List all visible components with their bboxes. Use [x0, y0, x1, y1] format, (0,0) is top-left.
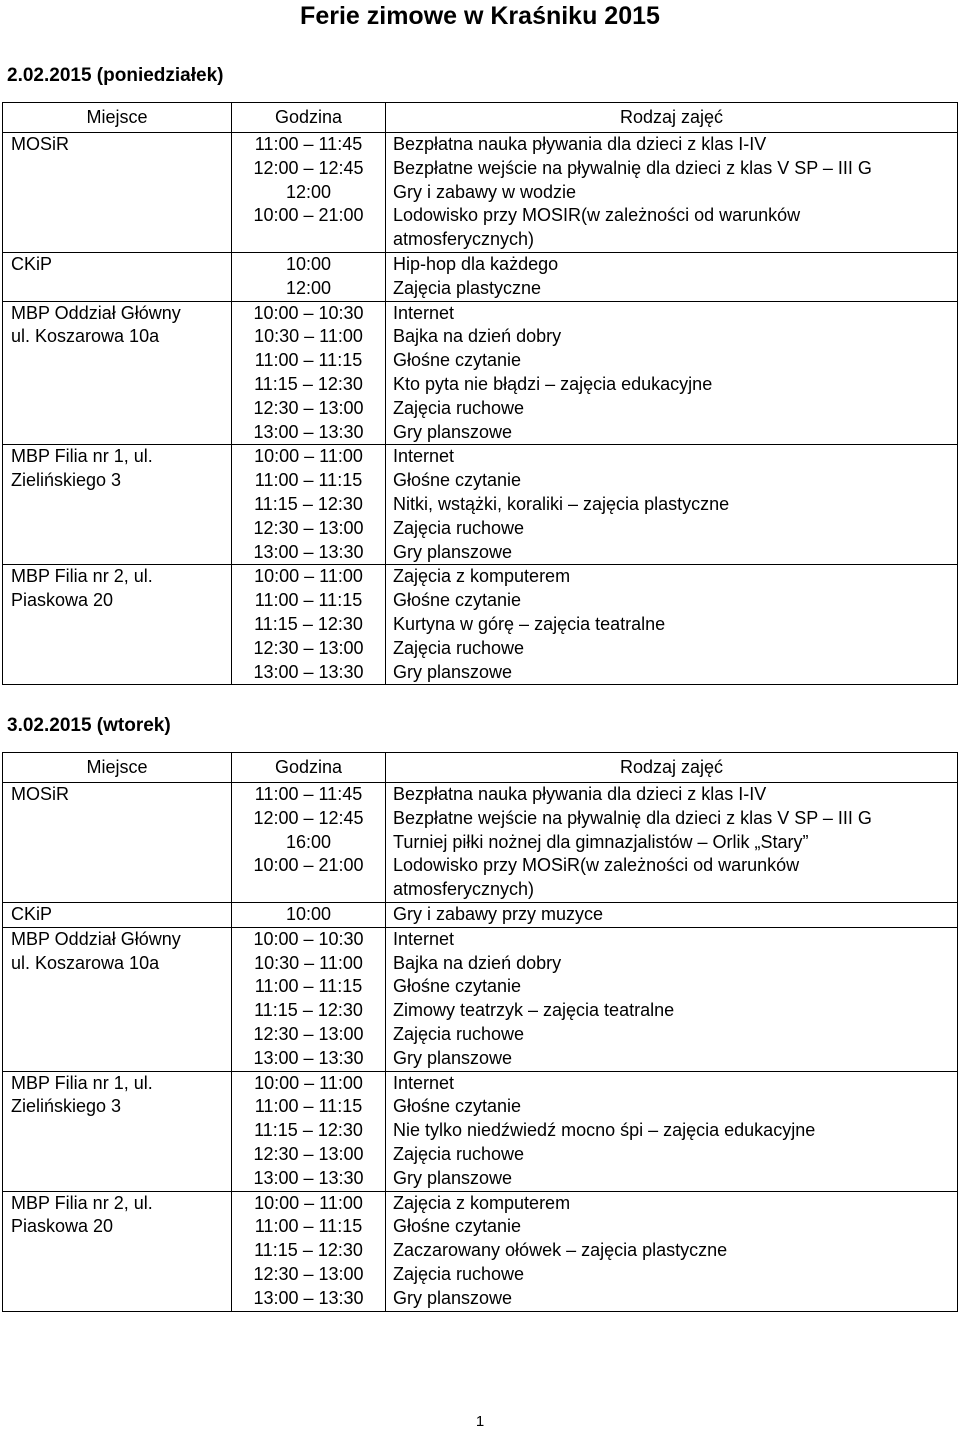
- place-line: MBP Filia nr 1, ul.: [11, 446, 153, 467]
- time-line: 11:00 – 11:45: [254, 134, 363, 154]
- place-line: MBP Oddział Główny: [11, 302, 181, 323]
- header-time: Godzina: [232, 103, 386, 133]
- place-line: MBP Filia nr 2, ul.: [11, 566, 153, 587]
- activity-line: Gry planszowe: [393, 421, 513, 442]
- time-line: 11:15 – 12:30: [254, 1240, 363, 1261]
- activity-line: Kurtyna w górę – zajęcia teatralne: [393, 613, 666, 634]
- time-line: 13:00 – 13:30: [253, 661, 364, 682]
- time-line: 12:30 – 13:00: [253, 1023, 364, 1044]
- activity-line: Gry i zabawy przy muzyce: [393, 903, 604, 924]
- activity-line: Zaczarowany ołówek – zajęcia plastyczne: [393, 1240, 728, 1261]
- time-line: 10:00 – 21:00: [253, 205, 364, 226]
- activity-line: Głośne czytanie: [393, 1096, 522, 1117]
- time-line: 12:30 – 13:00: [253, 1263, 364, 1284]
- activity-cell: [386, 902, 958, 927]
- time-line: 13:00 – 13:30: [253, 1287, 364, 1308]
- place-line: CKiP: [11, 253, 53, 274]
- table-row: [3, 1191, 958, 1311]
- activity-line: Bezpłatna nauka pływania dla dzieci z klas I-IV: [393, 134, 767, 154]
- activity-cell: [386, 301, 958, 445]
- place-cell: [3, 133, 232, 253]
- schedule-table-day-2: [2, 752, 958, 1312]
- activity-line: atmosferycznych): [393, 879, 535, 900]
- activity-line: Bajka na dzień dobry: [393, 952, 562, 973]
- activity-line: Hip-hop dla każdego: [393, 253, 559, 274]
- place-line: ul. Koszarowa 10a: [11, 326, 160, 347]
- time-cell: [232, 1071, 386, 1191]
- activity-cell: [386, 1071, 958, 1191]
- schedule-table-day-1: [2, 102, 958, 685]
- time-cell: [232, 565, 386, 685]
- place-line: MBP Oddział Główny: [11, 928, 181, 949]
- time-cell: [232, 252, 386, 301]
- place-line: ul. Koszarowa 10a: [11, 952, 160, 973]
- time-cell: [232, 445, 386, 565]
- header-place: Miejsce: [3, 103, 232, 133]
- activity-line: Nitki, wstążki, koraliki – zajęcia plastyczne: [393, 493, 730, 514]
- place-cell: [3, 252, 232, 301]
- time-line: 13:00 – 13:30: [253, 421, 364, 442]
- time-cell: [232, 133, 386, 253]
- activity-line: Nie tylko niedźwiedź mocno śpi – zajęcia edukacyjne: [393, 1120, 816, 1141]
- activity-line: Zajęcia plastyczne: [393, 277, 542, 298]
- table-body: [3, 783, 958, 1312]
- table-row: [3, 783, 958, 903]
- time-line: 11:15 – 12:30: [254, 613, 363, 634]
- activity-cell: [386, 783, 958, 903]
- page-number: 1: [475, 1413, 485, 1430]
- place-line: MBP Filia nr 2, ul.: [11, 1192, 153, 1213]
- activity-line: Kto pyta nie błądzi – zajęcia edukacyjne: [393, 373, 713, 394]
- time-line: 13:00 – 13:30: [253, 1167, 364, 1188]
- day-2-date: 3.02.2015 (wtorek): [7, 715, 171, 736]
- time-line: 12:30 – 13:00: [253, 637, 364, 658]
- activity-line: Gry planszowe: [393, 1287, 513, 1308]
- activity-line: Lodowisko przy MOSiR(w zależności od warunków: [393, 855, 800, 876]
- time-line: 16:00: [285, 831, 332, 852]
- activity-line: Zajęcia ruchowe: [393, 1143, 525, 1164]
- activity-line: Zajęcia ruchowe: [393, 1263, 525, 1284]
- place-cell: [3, 1191, 232, 1311]
- time-line: 10:00 – 11:00: [254, 566, 363, 587]
- activity-cell: [386, 1191, 958, 1311]
- time-line: 11:15 – 12:30: [254, 1000, 363, 1021]
- activity-line: Bezpłatna nauka pływania dla dzieci z klas I-IV: [393, 784, 767, 804]
- time-line: 10:00 – 11:00: [254, 446, 363, 467]
- time-line: 11:00 – 11:45: [254, 784, 363, 804]
- time-line: 12:00: [285, 277, 332, 298]
- activity-line: Internet: [393, 446, 455, 467]
- time-cell: [232, 783, 386, 903]
- time-line: 10:00: [285, 253, 332, 274]
- activity-line: Gry planszowe: [393, 1167, 513, 1188]
- activity-line: Bezpłatne wejście na pływalnię dla dzieci z klas V SP – III G: [393, 157, 872, 178]
- activity-line: Głośne czytanie: [393, 350, 522, 371]
- place-cell: [3, 927, 232, 1071]
- time-cell: [232, 927, 386, 1071]
- activity-cell: [386, 445, 958, 565]
- table-header-row: [3, 103, 958, 133]
- time-line: 12:00 – 12:45: [253, 157, 364, 178]
- activity-line: Głośne czytanie: [393, 976, 522, 997]
- activity-line: Zimowy teatrzyk – zajęcia teatralne: [393, 1000, 675, 1021]
- time-cell: [232, 902, 386, 927]
- place-line: Zielińskiego 3: [11, 1096, 122, 1117]
- table-row: [3, 1071, 958, 1191]
- time-line: 11:15 – 12:30: [254, 373, 363, 394]
- time-line: 12:00: [285, 181, 332, 202]
- activity-line: Zajęcia z komputerem: [393, 1192, 571, 1213]
- activity-line: Zajęcia ruchowe: [393, 637, 525, 658]
- table-row: [3, 252, 958, 301]
- time-line: 11:15 – 12:30: [254, 493, 363, 514]
- table-row: [3, 565, 958, 685]
- place-line: Zielińskiego 3: [11, 470, 122, 491]
- day-1-date: 2.02.2015 (poniedziałek): [7, 65, 224, 86]
- header-time: Godzina: [232, 753, 386, 783]
- time-line: 12:30 – 13:00: [253, 1143, 364, 1164]
- time-line: 10:00: [285, 903, 332, 924]
- time-line: 11:00 – 11:15: [254, 1096, 363, 1117]
- page-title: [0, 0, 960, 32]
- time-line: 12:00 – 12:45: [253, 807, 364, 828]
- activity-line: Gry planszowe: [393, 541, 513, 562]
- time-line: 11:15 – 12:30: [254, 1120, 363, 1141]
- place-line: Piaskowa 20: [11, 590, 114, 611]
- time-line: 10:00 – 10:30: [253, 928, 364, 949]
- activity-line: Gry planszowe: [393, 661, 513, 682]
- place-line: MBP Filia nr 1, ul.: [11, 1072, 153, 1093]
- time-cell: [232, 301, 386, 445]
- place-cell: [3, 902, 232, 927]
- time-line: 13:00 – 13:30: [253, 1047, 364, 1068]
- time-cell: [232, 1191, 386, 1311]
- time-line: 13:00 – 13:30: [253, 541, 364, 562]
- activity-cell: [386, 565, 958, 685]
- header-activity: Rodzaj zajęć: [386, 103, 958, 133]
- page-title-text: Ferie zimowe w Kraśniku 2015: [300, 2, 660, 30]
- place-cell: [3, 1071, 232, 1191]
- place-cell: [3, 445, 232, 565]
- activity-cell: [386, 252, 958, 301]
- place-line: CKiP: [11, 903, 53, 924]
- activity-line: Internet: [393, 1072, 455, 1093]
- activity-cell: [386, 133, 958, 253]
- activity-line: Zajęcia ruchowe: [393, 1023, 525, 1044]
- activity-cell: [386, 927, 958, 1071]
- place-line: MOSiR: [11, 134, 69, 154]
- time-line: 12:30 – 13:00: [253, 397, 364, 418]
- activity-line: Gry i zabawy w wodzie: [393, 181, 577, 202]
- place-line: Piaskowa 20: [11, 1216, 114, 1237]
- table-row: [3, 927, 958, 1071]
- table-row: [3, 301, 958, 445]
- time-line: 11:00 – 11:15: [254, 350, 363, 371]
- time-line: 11:00 – 11:15: [254, 1216, 363, 1237]
- activity-line: Bajka na dzień dobry: [393, 326, 562, 347]
- table-row: [3, 445, 958, 565]
- time-line: 11:00 – 11:15: [254, 976, 363, 997]
- activity-line: Zajęcia ruchowe: [393, 397, 525, 418]
- place-cell: [3, 565, 232, 685]
- activity-line: Głośne czytanie: [393, 1216, 522, 1237]
- activity-line: Turniej piłki nożnej dla gimnazjalistów – Orlik „Stary”: [393, 831, 809, 852]
- time-line: 10:30 – 11:00: [254, 952, 363, 973]
- table-body: [3, 133, 958, 685]
- time-line: 10:00 – 10:30: [253, 302, 364, 323]
- activity-line: Zajęcia z komputerem: [393, 566, 571, 587]
- time-line: 11:00 – 11:15: [254, 590, 363, 611]
- place-line: MOSiR: [11, 784, 69, 804]
- table-row: [3, 133, 958, 253]
- time-line: 10:30 – 11:00: [254, 326, 363, 347]
- activity-line: Gry planszowe: [393, 1047, 513, 1068]
- header-activity: Rodzaj zajęć: [386, 753, 958, 783]
- activity-line: atmosferycznych): [393, 229, 535, 250]
- table-row: [3, 902, 958, 927]
- activity-line: Bezpłatne wejście na pływalnię dla dzieci z klas V SP – III G: [393, 807, 872, 828]
- place-cell: [3, 301, 232, 445]
- activity-line: Głośne czytanie: [393, 590, 522, 611]
- activity-line: Internet: [393, 302, 455, 323]
- activity-line: Głośne czytanie: [393, 470, 522, 491]
- time-line: 10:00 – 11:00: [254, 1072, 363, 1093]
- time-line: 12:30 – 13:00: [253, 517, 364, 538]
- place-cell: [3, 783, 232, 903]
- time-line: 10:00 – 21:00: [253, 855, 364, 876]
- header-place: Miejsce: [3, 753, 232, 783]
- time-line: 11:00 – 11:15: [254, 470, 363, 491]
- activity-line: Zajęcia ruchowe: [393, 517, 525, 538]
- time-line: 10:00 – 11:00: [254, 1192, 363, 1213]
- activity-line: Lodowisko przy MOSIR(w zależności od warunków: [393, 205, 801, 226]
- activity-line: Internet: [393, 928, 455, 949]
- table-header-row: [3, 753, 958, 783]
